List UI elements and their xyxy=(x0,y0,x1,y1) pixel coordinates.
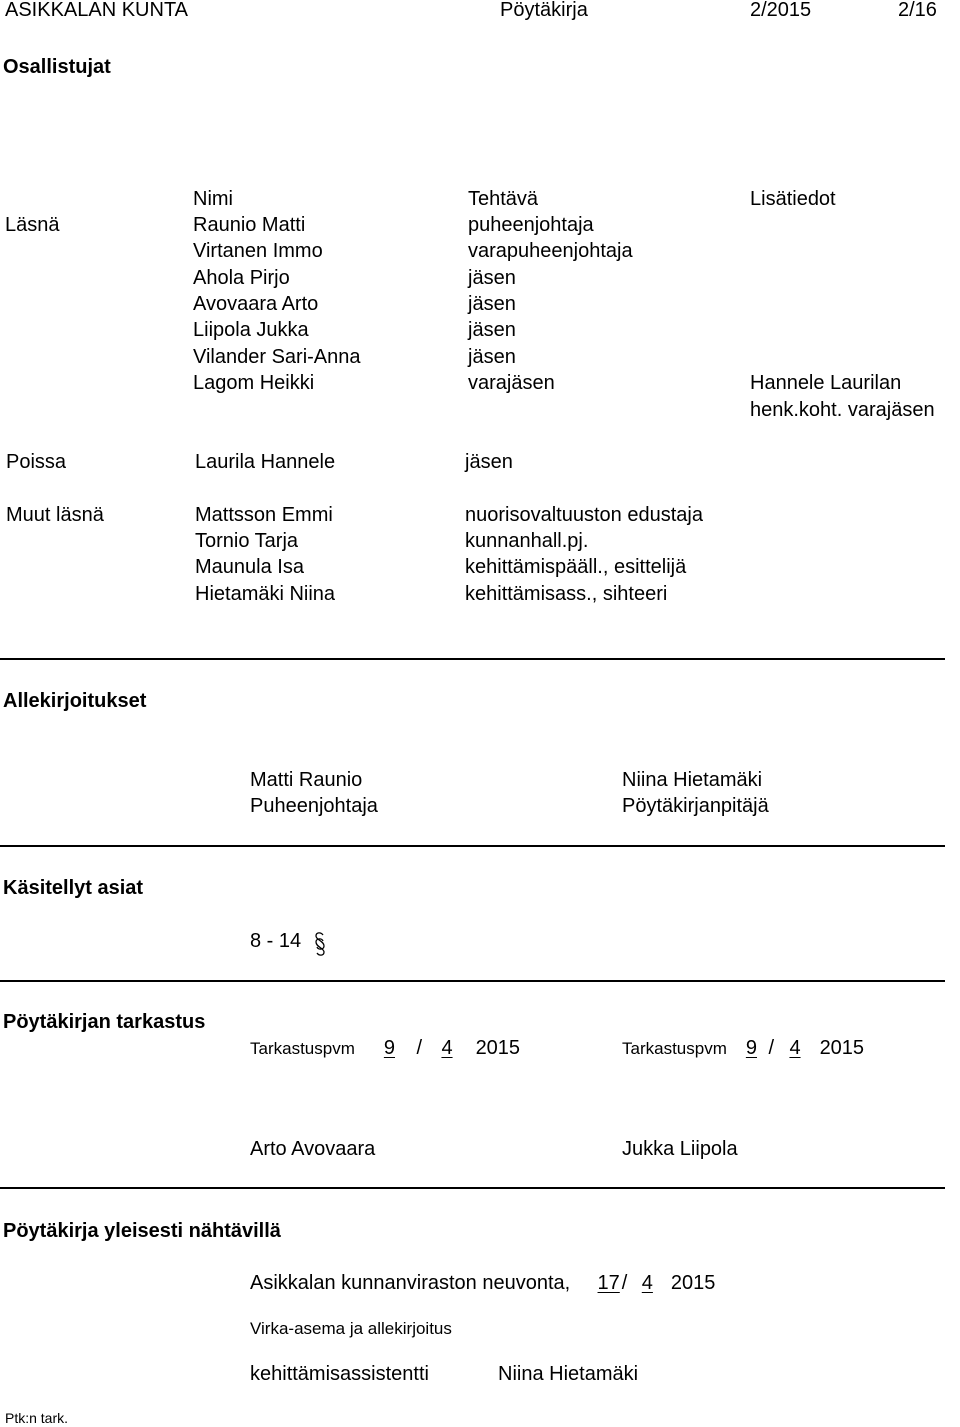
list-item-role: kunnanhall.pj. xyxy=(465,530,589,552)
review-date-label: Tarkastuspvm xyxy=(622,1039,727,1058)
list-item-notes-continued: henk.koht. varajäsen xyxy=(750,399,935,421)
list-item-role: varajäsen xyxy=(468,372,555,394)
signature-label: Virka-asema ja allekirjoitus xyxy=(250,1319,452,1338)
others-label: Muut läsnä xyxy=(6,504,104,526)
list-item-name: Avovaara Arto xyxy=(193,293,319,315)
section-divider xyxy=(0,845,945,847)
list-item-role: jäsen xyxy=(468,293,516,315)
signature-left-title: Puheenjohtaja xyxy=(250,795,378,817)
list-item-name: Mattsson Emmi xyxy=(195,504,333,526)
review-year: 2015 xyxy=(475,1037,521,1059)
list-item-role: nuorisovaltuuston edustaja xyxy=(465,504,703,526)
review-day: 9 xyxy=(383,1037,395,1059)
signatures-title: Allekirjoitukset xyxy=(3,690,147,712)
review-day: 9 xyxy=(745,1037,757,1059)
public-display-line: Asikkalan kunnanviraston neuvonta, 17 / 4 2015 xyxy=(250,1272,716,1294)
signature-right-title: Pöytäkirjanpitäjä xyxy=(622,795,769,817)
public-display-month: 4 xyxy=(641,1272,653,1294)
review-month: 4 xyxy=(789,1037,801,1059)
list-item-name: Lagom Heikki xyxy=(193,372,315,394)
public-display-year: 2015 xyxy=(670,1272,716,1294)
list-item-role: jäsen xyxy=(468,319,516,341)
section-divider xyxy=(0,1187,945,1189)
list-item-role: jäsen xyxy=(468,267,516,289)
document-type: Pöytäkirja xyxy=(500,0,588,21)
list-item-notes: Hannele Laurilan xyxy=(750,372,902,394)
public-display-title: Pöytäkirja yleisesti nähtävillä xyxy=(3,1220,281,1242)
list-item-name: Raunio Matti xyxy=(193,214,306,236)
list-item-role: jäsen xyxy=(465,451,513,473)
meeting-number: 2/2015 xyxy=(750,0,812,21)
column-notes-header: Lisätiedot xyxy=(750,188,836,210)
page-number: 2/16 xyxy=(898,0,937,21)
section-divider xyxy=(0,980,945,982)
list-item-name: Laurila Hannele xyxy=(195,451,336,473)
public-display-place: Asikkalan kunnanviraston neuvonta, xyxy=(250,1272,571,1294)
list-item-role: kehittämisass., sihteeri xyxy=(465,583,668,605)
list-item-role: puheenjohtaja xyxy=(468,214,594,236)
column-name-header: Nimi xyxy=(193,188,233,210)
review-month: 4 xyxy=(441,1037,453,1059)
signer-position: kehittämisassistentti xyxy=(250,1363,429,1385)
present-label: Läsnä xyxy=(5,214,60,236)
list-item-name: Liipola Jukka xyxy=(193,319,309,341)
public-display-day: 17 xyxy=(597,1272,620,1294)
list-item-role: kehittämispääll., esittelijä xyxy=(465,556,687,578)
reviewer-left: Arto Avovaara xyxy=(250,1138,376,1160)
handled-items-title: Käsitellyt asiat xyxy=(3,877,144,899)
list-item-name: Tornio Tarja xyxy=(195,530,299,552)
list-item-name: Vilander Sari-Anna xyxy=(193,346,361,368)
review-date-left: Tarkastuspvm 9 / 4 2015 xyxy=(250,1037,521,1059)
list-item-name: Maunula Isa xyxy=(195,556,304,578)
initials-label: Ptk:n tark. xyxy=(5,1410,69,1426)
signer-name: Niina Hietamäki xyxy=(498,1363,639,1385)
handled-items-range: 8 - 14 xyxy=(250,930,302,952)
list-item-name: Virtanen Immo xyxy=(193,240,323,262)
list-item-name: Ahola Pirjo xyxy=(193,267,290,289)
absent-label: Poissa xyxy=(6,451,67,473)
list-item-name: Hietamäki Niina xyxy=(195,583,336,605)
reviewer-right: Jukka Liipola xyxy=(622,1138,738,1160)
review-date-right: Tarkastuspvm 9 / 4 2015 xyxy=(622,1037,865,1059)
signature-left-name: Matti Raunio xyxy=(250,769,363,791)
section-mark-icon xyxy=(313,931,327,957)
signature-right-name: Niina Hietamäki xyxy=(622,769,763,791)
participants-title: Osallistujat xyxy=(3,56,111,78)
list-item-role: jäsen xyxy=(468,346,516,368)
review-date-label: Tarkastuspvm xyxy=(250,1039,355,1058)
section-divider xyxy=(0,658,945,660)
organization-name: ASIKKALAN KUNTA xyxy=(5,0,189,21)
review-title: Pöytäkirjan tarkastus xyxy=(3,1011,206,1033)
column-role-header: Tehtävä xyxy=(468,188,539,210)
review-year: 2015 xyxy=(819,1037,865,1059)
list-item-role: varapuheenjohtaja xyxy=(468,240,633,262)
